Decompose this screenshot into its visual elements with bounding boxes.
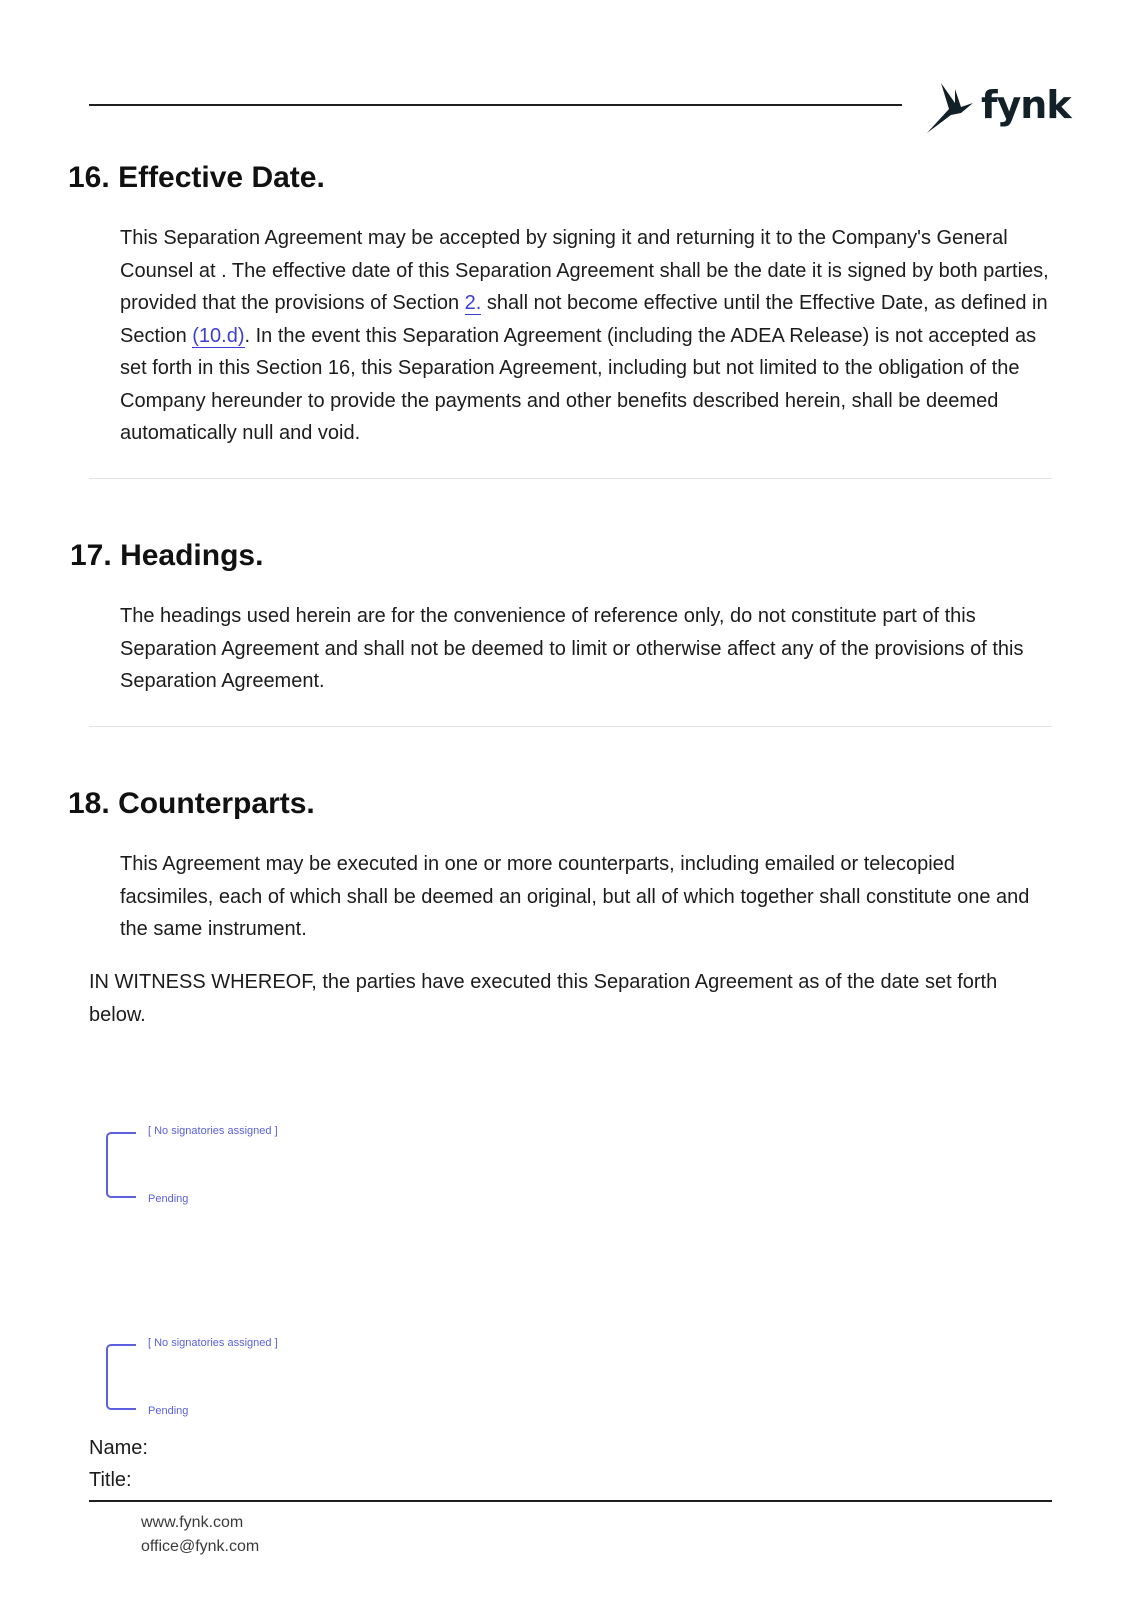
signature-block[interactable]: [106, 1124, 426, 1205]
section-divider: [89, 478, 1052, 479]
name-field-label: Name:: [89, 1437, 148, 1459]
section-divider: [89, 726, 1052, 727]
body-text: shall not become effective until the Effective Date, as defined in Section: [120, 292, 1048, 347]
fynk-bird-icon: [925, 79, 975, 135]
section-heading: [68, 786, 315, 822]
brand-name: fynk: [981, 83, 1071, 127]
section-number: 17.: [70, 539, 112, 572]
signature-bracket: [106, 1132, 136, 1198]
section-heading: [70, 538, 263, 574]
section-10d-reference-link[interactable]: (10.d): [192, 324, 245, 347]
section-2-reference-link[interactable]: 2.: [464, 292, 482, 314]
footer-website: www.fynk.com: [141, 1514, 244, 1531]
section-body: [120, 222, 1060, 450]
section-title: Headings.: [120, 539, 264, 572]
title-field-label: Title:: [89, 1469, 132, 1491]
body-text: . In the event this Separation Agreement (including the ADEA Release) is not accepted as set forth in this Section 16, this Separation Agreement, including but not limited to the obligation of the Company hereunder to provide the payments and other benefits described herein, shall be deemed automatically null and void.: [120, 324, 1037, 444]
signature-block[interactable]: [106, 1336, 426, 1417]
header-rule: [89, 104, 902, 106]
section-body: This Agreement may be executed in one or more counterparts, including emailed or telecopied facsimiles, each of which shall be deemed an original, but all of which together shall constitute one and the same instrument.: [120, 853, 1030, 940]
signature-status: Pending: [148, 1193, 189, 1205]
section-heading: [68, 160, 325, 196]
section-number: 16.: [68, 161, 110, 194]
footer-rule: [89, 1500, 1052, 1502]
body-text: This Separation Agreement may be accepted by signing it and returning it to the Company's General Counsel at . The effective date of this Separation Agreement shall be the date it is signed by both parties, provided that the provisions of Section: [120, 227, 1049, 314]
footer-email: office@fynk.com: [141, 1538, 260, 1555]
signatory-label: [ No signatories assigned ]: [148, 1125, 278, 1137]
signature-status: Pending: [148, 1405, 189, 1417]
section-body: The headings used herein are for the convenience of reference only, do not constitute part of this Separation Agreement and shall not be deemed to limit or otherwise affect any of the provisions of this Separation Agreement.: [120, 605, 1024, 692]
section-title: Counterparts.: [118, 787, 315, 820]
signature-bracket: [106, 1344, 136, 1410]
section-title: Effective Date.: [118, 161, 325, 194]
brand-logo: [925, 78, 1071, 136]
section-number: 18.: [68, 787, 110, 820]
signatory-label: [ No signatories assigned ]: [148, 1337, 278, 1349]
witness-clause: IN WITNESS WHEREOF, the parties have executed this Separation Agreement as of the date set forth below.: [89, 971, 998, 1026]
